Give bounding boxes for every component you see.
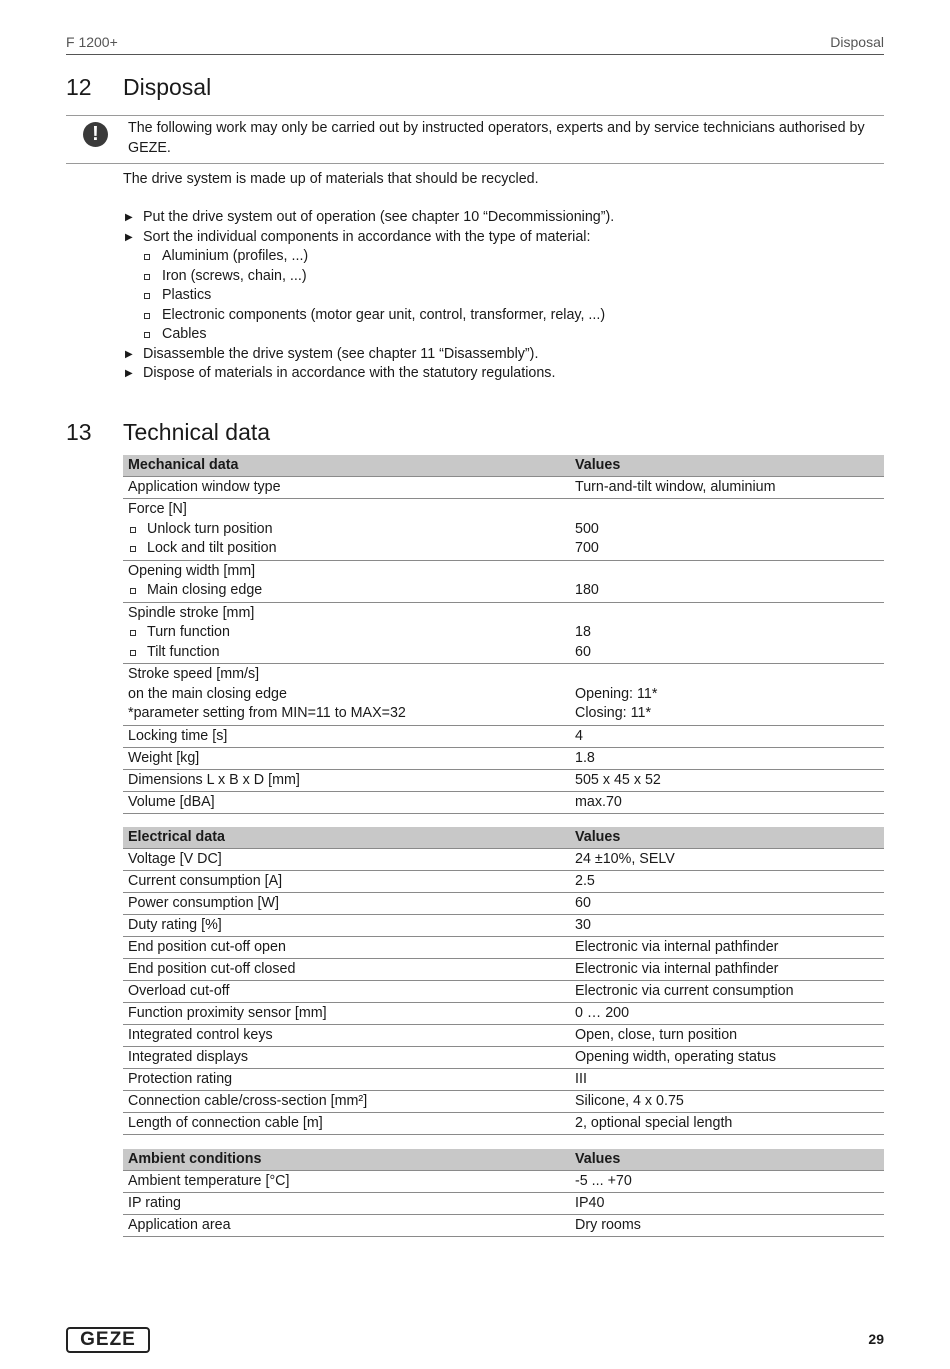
list-subitem: Plastics [123, 286, 883, 306]
table-cell: Turn-and-tilt window, aluminium [570, 477, 884, 499]
table-cell: Open, close, turn position [570, 1025, 884, 1047]
table-cell: Dimensions L x B x D [mm] [123, 769, 570, 791]
table-cell: End position cut-off closed [123, 959, 570, 981]
page-number: 29 [868, 1331, 884, 1347]
header-rule [66, 54, 884, 55]
table-cell: 60 [570, 893, 884, 915]
triangle-bullet-icon: ▶ [125, 348, 133, 360]
square-bullet-icon [130, 527, 136, 533]
table-cell: Function proximity sensor [mm] [123, 1003, 570, 1025]
list-item: ▶ Dispose of materials in accordance with the statutory regulations. [123, 364, 883, 384]
ambient-conditions-table [123, 1149, 884, 1237]
warning-text: The following work may only be carried out by instructed operators, experts and by service technicians authorised by GEZE. [128, 120, 865, 156]
table-cell: Dry rooms [570, 1215, 884, 1237]
table-row [123, 1113, 884, 1135]
list-subitem: Cables [123, 325, 883, 345]
table-row [123, 1215, 884, 1237]
square-bullet-icon [144, 332, 150, 338]
table-row [123, 602, 884, 664]
electrical-data-table [123, 827, 884, 1135]
column-header: Mechanical data [123, 455, 570, 477]
table-cell: Integrated control keys [123, 1025, 570, 1047]
table-cell: max.70 [570, 791, 884, 813]
table-header-row [123, 1149, 884, 1171]
triangle-bullet-icon: ▶ [125, 231, 133, 243]
section-12-title: Disposal [123, 74, 212, 100]
table-cell: -5 ... +70 [570, 1171, 884, 1193]
running-header-chapter: Disposal [830, 34, 884, 50]
table-row [123, 769, 884, 791]
table-cell: Electronic via current consumption [570, 981, 884, 1003]
column-header: Values [570, 827, 884, 849]
square-bullet-icon [130, 650, 136, 656]
column-header: Values [570, 1149, 884, 1171]
list-subitem: Aluminium (profiles, ...) [123, 247, 883, 267]
table-cell: Integrated displays [123, 1047, 570, 1069]
table-cell: Force [N] Unlock turn position Lock and tilt position [123, 499, 570, 561]
geze-logo: GEZE [66, 1327, 150, 1353]
table-cell: 30 [570, 915, 884, 937]
square-bullet-icon [144, 254, 150, 260]
table-cell: IP rating [123, 1193, 570, 1215]
table-header-row [123, 827, 884, 849]
table-cell: 2, optional special length [570, 1113, 884, 1135]
table-row [123, 499, 884, 561]
square-bullet-icon [130, 630, 136, 636]
section-13-title: Technical data [123, 419, 271, 445]
table-cell: 0 … 200 [570, 1003, 884, 1025]
table-cell: Locking time [s] [123, 725, 570, 747]
table-cell: Duty rating [%] [123, 915, 570, 937]
exclamation-icon: ! [83, 122, 108, 147]
square-bullet-icon [130, 546, 136, 552]
square-bullet-icon [130, 588, 136, 594]
table-cell: Opening width [mm] Main closing edge [123, 560, 570, 602]
table-row [123, 1003, 884, 1025]
table-cell: Stroke speed [mm/s] on the main closing edge *parameter setting from MIN=11 to MAX=32 [123, 664, 570, 726]
table-cell: Weight [kg] [123, 747, 570, 769]
table-cell: Spindle stroke [mm] Turn function Tilt function [123, 602, 570, 664]
mechanical-data-table [123, 455, 884, 814]
warning-top-rule [66, 115, 884, 116]
column-header: Values [570, 455, 884, 477]
column-header: Electrical data [123, 827, 570, 849]
list-item: ▶ Sort the individual components in accordance with the type of material: [123, 228, 883, 248]
disposal-steps [123, 208, 883, 384]
list-item: ▶ Disassemble the drive system (see chapter 11 “Disassembly”). [123, 345, 883, 365]
table-cell: 4 [570, 725, 884, 747]
table-cell: Application area [123, 1215, 570, 1237]
table-cell: Ambient temperature [°C] [123, 1171, 570, 1193]
table-cell: 180 [570, 560, 884, 602]
table-row [123, 1091, 884, 1113]
square-bullet-icon [144, 274, 150, 280]
table-cell: End position cut-off open [123, 937, 570, 959]
table-row [123, 791, 884, 813]
table-row [123, 1047, 884, 1069]
table-row [123, 959, 884, 981]
table-row [123, 560, 884, 602]
running-header-product: F 1200+ [66, 34, 118, 50]
table-cell: Connection cable/cross-section [mm²] [123, 1091, 570, 1113]
table-cell: 500 700 [570, 499, 884, 561]
table-row [123, 747, 884, 769]
table-row [123, 1193, 884, 1215]
table-cell: III [570, 1069, 884, 1091]
table-row [123, 849, 884, 871]
square-bullet-icon [144, 313, 150, 319]
table-cell: Voltage [V DC] [123, 849, 570, 871]
table-header-row [123, 455, 884, 477]
table-row [123, 477, 884, 499]
table-row [123, 664, 884, 726]
table-cell: Length of connection cable [m] [123, 1113, 570, 1135]
column-header: Ambient conditions [123, 1149, 570, 1171]
disposal-intro: The drive system is made up of materials that should be recycled. [123, 171, 539, 187]
table-cell: Power consumption [W] [123, 893, 570, 915]
table-row [123, 871, 884, 893]
table-cell: Overload cut-off [123, 981, 570, 1003]
table-cell: Volume [dBA] [123, 791, 570, 813]
table-row [123, 915, 884, 937]
square-bullet-icon [144, 293, 150, 299]
table-cell: Application window type [123, 477, 570, 499]
table-cell: 2.5 [570, 871, 884, 893]
table-cell: Electronic via internal pathfinder [570, 937, 884, 959]
table-cell: Current consumption [A] [123, 871, 570, 893]
warning-bottom-rule [66, 163, 884, 164]
table-cell: 505 x 45 x 52 [570, 769, 884, 791]
table-cell: Opening: 11* Closing: 11* [570, 664, 884, 726]
table-row [123, 725, 884, 747]
table-cell: 18 60 [570, 602, 884, 664]
triangle-bullet-icon: ▶ [125, 368, 133, 379]
table-row [123, 1069, 884, 1091]
table-row [123, 893, 884, 915]
section-12-number: 12 [66, 74, 92, 100]
table-cell: IP40 [570, 1193, 884, 1215]
list-subitem: Electronic components (motor gear unit, control, transformer, relay, ...) [123, 306, 883, 326]
list-subitem: Iron (screws, chain, ...) [123, 267, 883, 287]
table-cell: 1.8 [570, 747, 884, 769]
table-row [123, 937, 884, 959]
table-cell: Opening width, operating status [570, 1047, 884, 1069]
list-item: ▶ Put the drive system out of operation (see chapter 10 “Decommissioning”). [123, 208, 883, 228]
triangle-bullet-icon: ▶ [125, 212, 133, 223]
table-cell: Silicone, 4 x 0.75 [570, 1091, 884, 1113]
table-cell: Electronic via internal pathfinder [570, 959, 884, 981]
table-cell: Protection rating [123, 1069, 570, 1091]
table-row [123, 1171, 884, 1193]
table-cell: 24 ±10%, SELV [570, 849, 884, 871]
table-row [123, 981, 884, 1003]
section-13-number: 13 [66, 419, 92, 445]
table-row [123, 1025, 884, 1047]
